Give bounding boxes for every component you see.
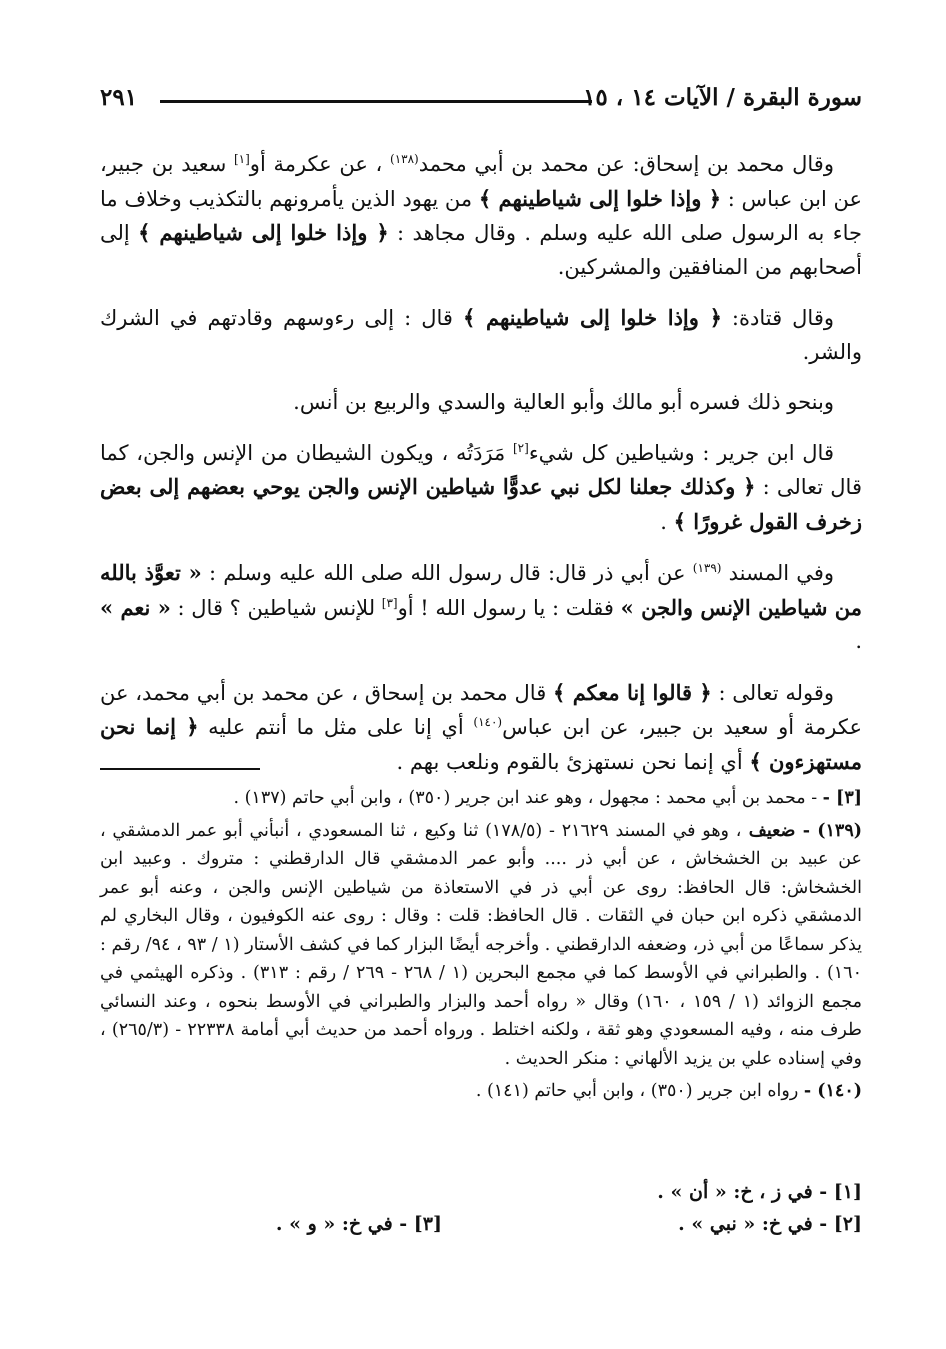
paragraph-ibn-jarir: قال ابن جرير : وشياطين كل شيء[٢] مَرَدَتُه ، ويكون الشيطان من الإنس والجن، كما قال تعالى : ﴿ وكذلك جعلنا لكل نبي عدوًّا شياطين الإنس والجن يوحي بعضهم إلى بعض زخرف القول غرورًا ﴾ . [100, 440, 862, 534]
quran-quote: ﴿ وإذا خلوا إلى شياطينهم ﴾ [478, 185, 722, 211]
footnote-138: [٣] - - محمد بن أبي محمد : مجهول ، وهو عند ابن جرير (٣٥٠) ، وابن أبي حاتم (١٣٧) . [233, 788, 862, 808]
paragraph-similar: وبنحو ذلك فسره أبو مالك وأبو العالية والسدي والربيع بن أنس. [293, 390, 834, 414]
page-number: ٢٩١ [100, 84, 138, 111]
variant-ref-1[interactable]: [١] [233, 152, 250, 166]
quran-quote: ﴿ وإذا خلوا إلى شياطينهم ﴾ [138, 220, 389, 245]
variant-ref-2[interactable]: [٢] [512, 440, 529, 455]
paragraph-ibn-ishaq: وقال محمد بن إسحاق: عن محمد بن أبي محمد$^{(١٣٨)}$ ، عن عكرمة أو[١] سعيد بن جبير، عن ابن عباس : ﴿ وإذا خلوا إلى شياطينهم ﴾ من يهود الذين يأمرونهم بالتكذيب وخلاف ما جاء به الرسول صلى الله عليه وسلم . وقال مجاهد : ﴿ وإذا خلوا إلى شياطينهم ﴾ إلى أصحابهم من المنافقين والمشركين. [100, 152, 862, 279]
variant-notes [100, 1176, 862, 1240]
paragraph-musnad: وفي المسند $^{(١٣٩)}$ عن أبي ذر قال: قال رسول الله صلى الله عليه وسلم : « تعوَّذ بالله من شياطين الإنس والجن » فقلت : يا رسول الله ! أو[٣] للإنس شياطين ؟ قال : « نعم » . [100, 560, 863, 653]
quran-quote: ﴿ وكذلك جعلنا لكل نبي عدوًّا شياطين الإنس والجن يوحي بعضهم إلى بعض زخرف القول غرورًا ﴾ [100, 474, 862, 534]
footnote-ref-140[interactable]: (١٤٠) [473, 715, 503, 729]
main-text [100, 148, 862, 796]
variant-note-1: [١] - في ز ، خ: « أن » . [657, 1181, 862, 1203]
header-rule [160, 100, 592, 103]
hadith-quote: « نعم » [100, 594, 171, 620]
footnote-139: (١٣٩) - ضعيف ، وهو في المسند ٢١٦٢٩ - (١٧٨/٥) ثنا وكيع ، ثنا المسعودي ، أنبأني أبو عمر الدمشقي ، عن عبيد بن الخشخاش ، عن أبي ذر .... وأبو عمر الدمشقي قال الدارقطني : متروك . وعبيد ابن الخشخاش: قال الحافظ: روى عن أبي ذر في الاستعاذة من شياطين الإنس والجن ، وعنه أبو عمر الدمشقي ذكره ابن حبان في الثقات . قال الحافظ: قلت : وقال : روى عنه الكوفيون ، وقال البخاري لم يذكر سماعًا من أبي ذر، وضعفه الدارقطني . وأخرجه أيضًا البزار كما في كشف الأستار (١ / ٩٣ ، ٩٤/ رقم : ١٦٠) . والطبراني في الأوسط كما في مجمع البحرين (١ / ٢٦٨ - ٢٦٩ / رقم : ٣١٣) . وذكره الهيثمي في مجمع الزوائد (١ / ١٥٩ ، ١٦٠) وقال « رواه أحمد والبزار والطبراني في الأوسط بنحوه ، وعند النسائي طرف منه ، وفيه المسعودي وهو ثقة ، ولكنه اختلط . ورواه أحمد من حديث أبي أمامة ٢٢٣٣٨ - (٢٦٥/٣) ، وفي إسناده علي بن يزيد الألهاني : منكر الحديث . [100, 820, 863, 1069]
footnote-separator [100, 768, 260, 770]
variant-ref-3[interactable]: [٣] [381, 595, 398, 610]
running-title: سورة البقرة / الآيات ١٤ ، ١٥ [583, 84, 862, 111]
variant-note-3: [٣] - في خ: « و » . [275, 1213, 442, 1235]
variant-row [100, 1208, 862, 1240]
footnote-140: (١٤٠) - رواه ابن جرير (٣٥٠) ، وابن أبي حاتم (١٤١) . [475, 1081, 862, 1101]
footnotes [100, 784, 862, 1110]
page-header [100, 84, 862, 114]
footnote-ref-138[interactable]: (١٣٨) [390, 152, 419, 166]
quran-quote: ﴿ إنما نحن مستهزءون ﴾ [100, 714, 862, 774]
quran-quote: ﴿ قالوا إنا معكم ﴾ [553, 679, 712, 705]
hadith-quote: « تعوَّذ بالله من شياطين الإنس والجن » [100, 560, 863, 620]
variant-row [100, 1176, 862, 1208]
quran-quote: ﴿ وإذا خلوا إلى شياطينهم ﴾ [463, 305, 722, 330]
paragraph-qatada: وقال قتادة: ﴿ وإذا خلوا إلى شياطينهم ﴾ قال : إلى رءوسهم وقادتهم في الشرك والشر. [100, 305, 862, 364]
footnote-ref-139[interactable]: (١٣٩) [692, 561, 722, 575]
paragraph-qalu-inna: وقوله تعالى : ﴿ قالوا إنا معكم ﴾ قال محمد بن إسحاق ، عن محمد بن أبي محمد، عن عكرمة أو سعيد بن جبير، عن ابن عباس$^{(١٤٠)}$ أي إنا على مثل ما أنتم عليه ﴿ إنما نحن مستهزءون ﴾ أي إنما نحن نستهزئ بالقوم ونلعب بهم . [100, 679, 862, 774]
variant-note-2: [٢] - في خ: « نبي » . [678, 1213, 862, 1235]
